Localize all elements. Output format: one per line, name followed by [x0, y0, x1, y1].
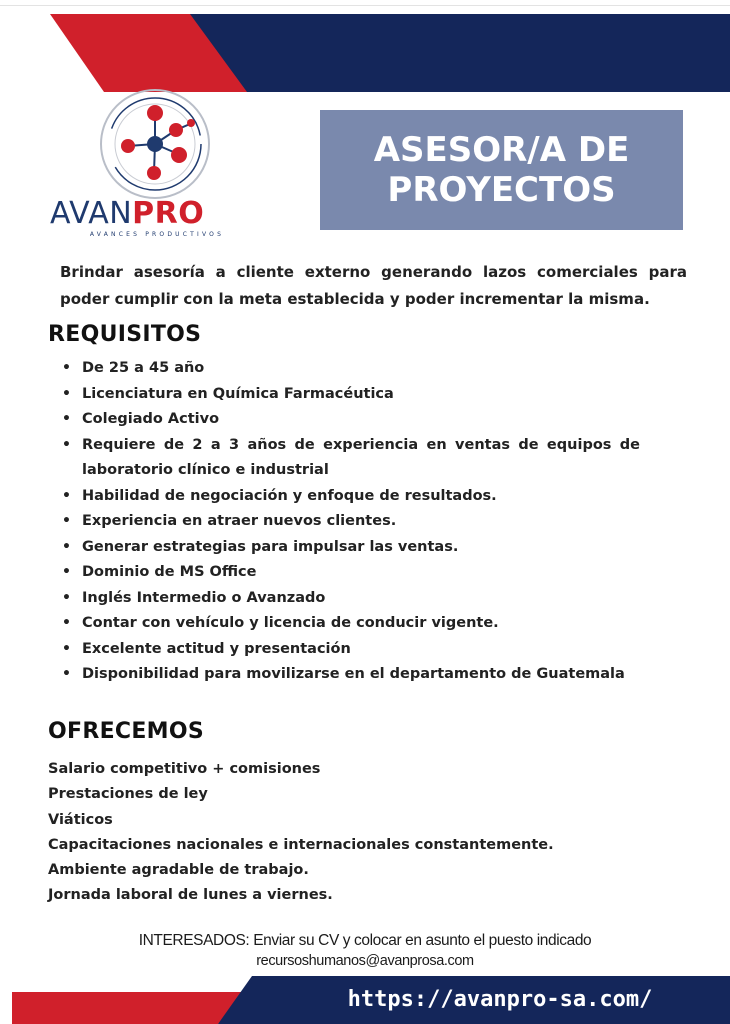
job-title: ASESOR/A DE PROYECTOS	[373, 130, 630, 210]
logo-name-part2: PRO	[132, 196, 205, 231]
bullet-icon: •	[62, 666, 71, 682]
offer-list	[48, 757, 668, 909]
logo-name-part1: AVAN	[50, 196, 133, 231]
header-banner	[0, 0, 730, 100]
bullet-icon: •	[62, 487, 71, 504]
bullet-icon: •	[62, 436, 71, 453]
requirements-list	[60, 356, 640, 688]
contact-instructions: INTERESADOS: Enviar su CV y colocar en asunto el puesto indicado	[138, 932, 592, 949]
contact-email[interactable]: recursoshumanos@avanprosa.com	[256, 953, 474, 969]
offer-item: Capacitaciones nacionales e internacionales constantemente.	[48, 836, 554, 853]
bullet-icon: •	[62, 360, 71, 376]
header-navy-stripe	[190, 14, 730, 92]
offer-item: Salario competitivo + comisiones	[48, 761, 321, 777]
bullet-icon: •	[62, 589, 71, 606]
requirement-item: • Disponibilidad para movilizarse en el departamento de Guatemala	[60, 662, 640, 688]
offer-item: Ambiente agradable de trabajo.	[48, 862, 309, 879]
requirement-item: • De 25 a 45 año	[60, 356, 640, 382]
bullet-icon: •	[62, 640, 71, 657]
offer-item: Prestaciones de ley	[48, 786, 208, 803]
requirement-item: • Excelente actitud y presentación	[60, 637, 640, 663]
logo-tagline: AVANCES PRODUCTIVOS	[89, 231, 225, 238]
requirement-item: • Dominio de MS Office	[60, 560, 640, 586]
requirement-item: • Requiere de 2 a 3 años de experiencia en ventas de equipos de laboratorio clínico e industrial	[60, 433, 640, 484]
requirements-heading: REQUISITOS	[48, 322, 202, 347]
bullet-icon: •	[62, 411, 71, 427]
requirement-item: • Licenciatura en Química Farmacéutica	[60, 382, 640, 408]
website-link[interactable]: https://avanpro-sa.com/	[347, 987, 653, 1012]
requirement-item: • Habilidad de negociación y enfoque de resultados.	[60, 484, 640, 510]
bullet-icon: •	[62, 513, 71, 529]
requirement-item: • Generar estrategias para impulsar las ventas.	[60, 535, 640, 561]
requirement-item: • Contar con vehículo y licencia de conducir vigente.	[60, 611, 640, 637]
title-box	[320, 110, 683, 230]
requirement-item: • Inglés Intermedio o Avanzado	[60, 586, 640, 612]
bullet-icon: •	[62, 564, 71, 580]
offer-item: Jornada laboral de lunes a viernes.	[48, 887, 333, 904]
job-description: Brindar asesoría a cliente externo generando lazos comerciales para poder cumplir con la meta establecida y poder incrementar la misma.	[60, 263, 687, 308]
footer-red-stripe	[12, 992, 252, 1024]
bullet-icon: •	[62, 538, 71, 555]
requirement-item: • Colegiado Activo	[60, 407, 640, 433]
bullet-icon: •	[62, 385, 71, 402]
bullet-icon: •	[62, 615, 71, 631]
offer-item: Viáticos	[48, 811, 113, 828]
logo-wordmark	[50, 196, 260, 232]
requirement-item: • Experiencia en atraer nuevos clientes.	[60, 509, 640, 535]
contact-info	[40, 930, 690, 972]
offer-heading: OFRECEMOS	[48, 719, 205, 744]
